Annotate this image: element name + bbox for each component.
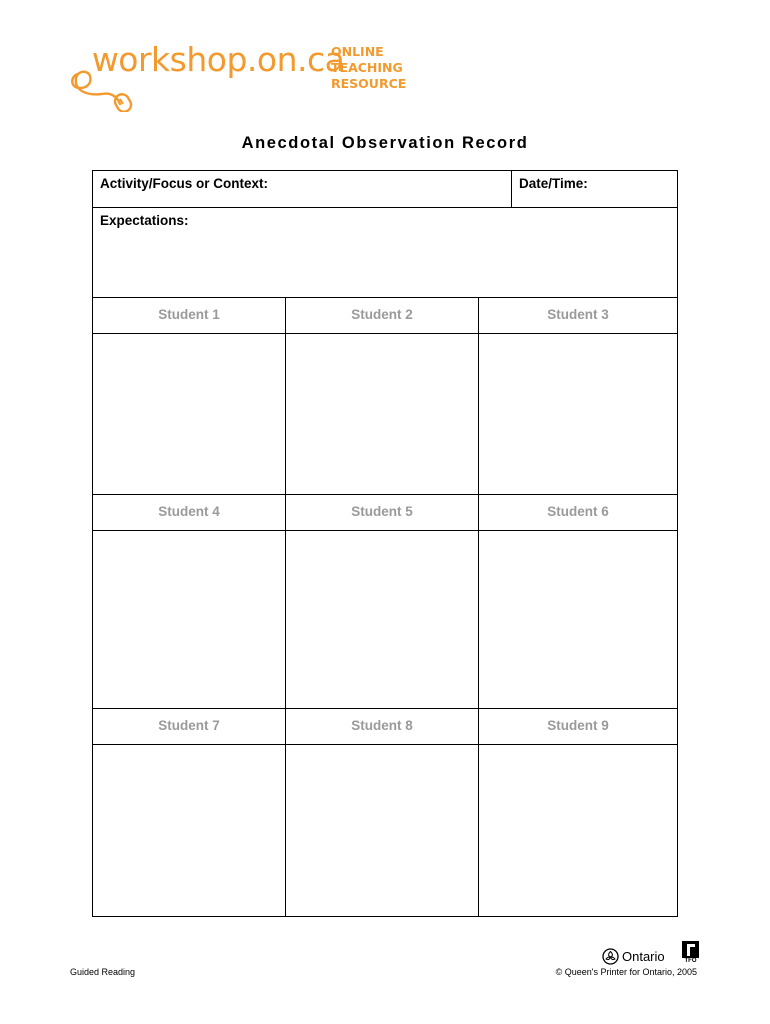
footer-section-label: Guided Reading bbox=[70, 967, 136, 977]
ontario-logo bbox=[602, 948, 665, 966]
student-notes-cell[interactable] bbox=[93, 531, 286, 708]
student-label: Student 6 bbox=[547, 504, 609, 519]
student-header-cell bbox=[479, 709, 677, 744]
student-notes-cell[interactable] bbox=[286, 334, 479, 494]
header-row bbox=[93, 171, 677, 208]
student-notes-cell[interactable] bbox=[479, 334, 677, 494]
student-notes-cell[interactable] bbox=[479, 745, 677, 916]
student-label: Student 9 bbox=[547, 718, 609, 733]
student-header-row bbox=[93, 709, 677, 745]
student-header-cell bbox=[479, 495, 677, 530]
student-notes-cell[interactable] bbox=[286, 531, 479, 708]
student-label: Student 7 bbox=[158, 718, 220, 733]
activity-field[interactable] bbox=[93, 171, 512, 207]
student-header-cell bbox=[93, 495, 286, 530]
tfo-icon bbox=[682, 941, 699, 958]
student-label: Student 8 bbox=[351, 718, 413, 733]
student-label: Student 3 bbox=[547, 307, 609, 322]
student-notes-cell[interactable] bbox=[286, 745, 479, 916]
student-notes-row bbox=[93, 334, 677, 495]
student-header-cell bbox=[93, 298, 286, 333]
footer-copyright: © Queen's Printer for Ontario, 2005 bbox=[555, 967, 697, 977]
student-header-cell bbox=[286, 709, 479, 744]
student-notes-row bbox=[93, 531, 677, 709]
student-header-cell bbox=[93, 709, 286, 744]
student-header-cell bbox=[286, 495, 479, 530]
student-label: Student 1 bbox=[158, 307, 220, 322]
student-header-cell bbox=[286, 298, 479, 333]
student-label: Student 2 bbox=[351, 307, 413, 322]
student-notes-cell[interactable] bbox=[479, 531, 677, 708]
student-header-cell bbox=[479, 298, 677, 333]
student-label: Student 5 bbox=[351, 504, 413, 519]
student-notes-cell[interactable] bbox=[93, 745, 286, 916]
tfo-logo bbox=[682, 941, 699, 965]
eworkshop-logo bbox=[68, 40, 408, 112]
date-time-label: Date/Time: bbox=[519, 176, 588, 191]
tfo-wordmark: TFO bbox=[684, 958, 697, 964]
observation-form bbox=[92, 170, 678, 917]
expectations-field[interactable] bbox=[93, 208, 677, 298]
trillium-icon bbox=[602, 948, 619, 965]
page-title: Anecdotal Observation Record bbox=[241, 134, 529, 152]
student-notes-cell[interactable] bbox=[93, 334, 286, 494]
student-notes-row bbox=[93, 745, 677, 916]
student-header-row bbox=[93, 298, 677, 334]
student-header-row bbox=[93, 495, 677, 531]
activity-label: Activity/Focus or Context: bbox=[100, 176, 269, 191]
date-time-field[interactable] bbox=[512, 171, 677, 207]
expectations-label: Expectations: bbox=[100, 213, 189, 228]
ontario-wordmark: Ontario bbox=[622, 949, 665, 964]
student-label: Student 4 bbox=[158, 504, 220, 519]
logo-wordmark: workshop.on.ca bbox=[91, 40, 345, 79]
logo-tagline: ONLINE TEACHING RESOURCE bbox=[331, 44, 407, 91]
